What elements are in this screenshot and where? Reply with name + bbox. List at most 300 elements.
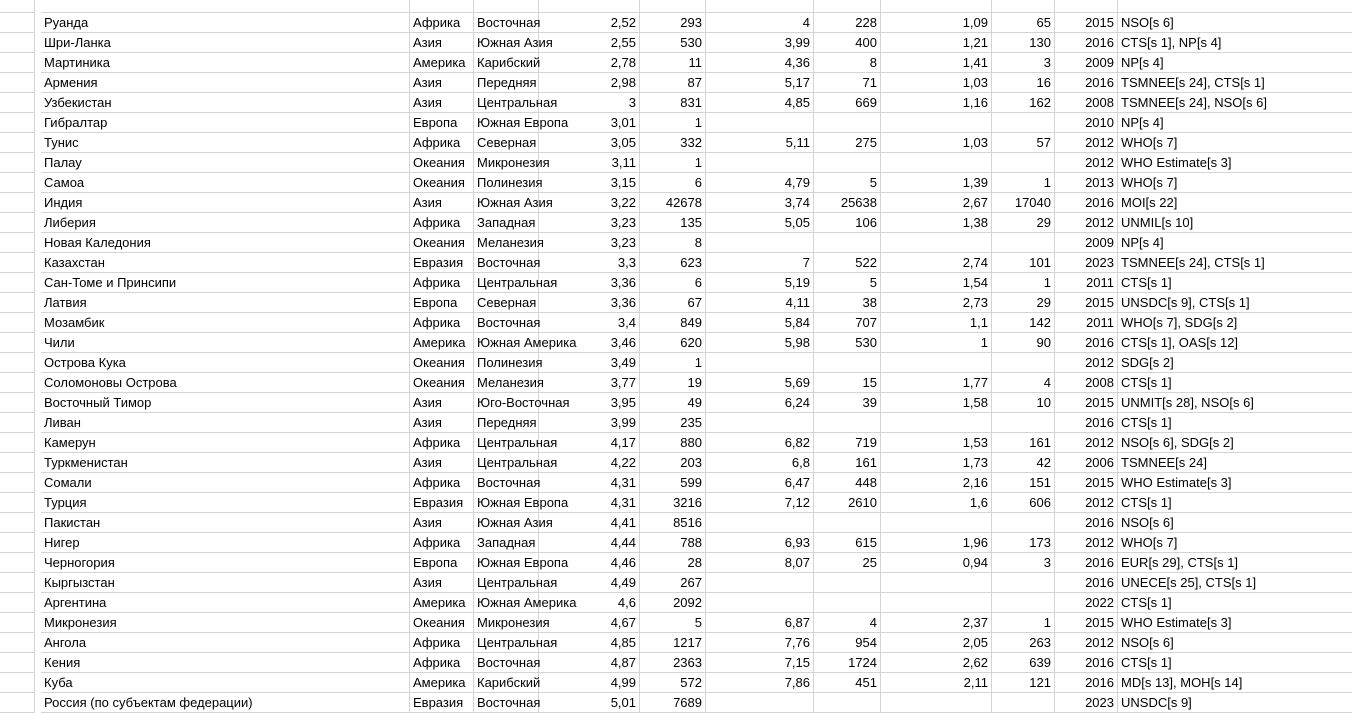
- male-rate-cell[interactable]: 6,24: [706, 393, 814, 413]
- count-cell[interactable]: 6: [640, 273, 706, 293]
- country-cell[interactable]: Куба: [41, 673, 410, 693]
- region-cell[interactable]: Африка: [410, 633, 474, 653]
- year-cell[interactable]: 2013: [1055, 173, 1118, 193]
- male-rate-cell[interactable]: 5,05: [706, 213, 814, 233]
- subregion-cell[interactable]: Карибский: [474, 53, 539, 73]
- region-cell[interactable]: Океания: [410, 373, 474, 393]
- count-cell[interactable]: 1: [640, 353, 706, 373]
- male-rate-cell[interactable]: 7,86: [706, 673, 814, 693]
- subregion-cell[interactable]: Западная: [474, 213, 539, 233]
- rate-cell[interactable]: 4,6: [539, 593, 640, 613]
- country-cell[interactable]: Кения: [41, 653, 410, 673]
- source-cell[interactable]: NP[s 4]: [1118, 53, 1352, 73]
- region-cell[interactable]: Европа: [410, 293, 474, 313]
- region-cell[interactable]: Океания: [410, 153, 474, 173]
- region-cell[interactable]: Европа: [410, 553, 474, 573]
- count-cell[interactable]: 3216: [640, 493, 706, 513]
- count-cell[interactable]: 67: [640, 293, 706, 313]
- source-cell[interactable]: TSMNEE[s 24]: [1118, 453, 1352, 473]
- year-cell[interactable]: 2012: [1055, 493, 1118, 513]
- source-cell[interactable]: WHO[s 7], SDG[s 2]: [1118, 313, 1352, 333]
- country-cell[interactable]: Казахстан: [41, 253, 410, 273]
- male-rate-cell[interactable]: [706, 573, 814, 593]
- female-rate-cell[interactable]: 1,09: [881, 13, 992, 33]
- subregion-cell[interactable]: Передняя: [474, 413, 539, 433]
- male-rate-cell[interactable]: 6,93: [706, 533, 814, 553]
- country-cell[interactable]: Микронезия: [41, 613, 410, 633]
- year-cell[interactable]: 2012: [1055, 153, 1118, 173]
- year-cell[interactable]: 2012: [1055, 433, 1118, 453]
- region-cell[interactable]: Азия: [410, 73, 474, 93]
- subregion-cell[interactable]: Микронезия: [474, 613, 539, 633]
- male-rate-cell[interactable]: 5,11: [706, 133, 814, 153]
- male-count-cell[interactable]: 5: [814, 173, 881, 193]
- year-cell[interactable]: 2012: [1055, 353, 1118, 373]
- female-count-cell[interactable]: 65: [992, 13, 1055, 33]
- subregion-cell[interactable]: Южная Америка: [474, 593, 539, 613]
- male-count-cell[interactable]: 161: [814, 453, 881, 473]
- region-cell[interactable]: Азия: [410, 573, 474, 593]
- count-cell[interactable]: 7689: [640, 693, 706, 713]
- year-cell[interactable]: 2009: [1055, 233, 1118, 253]
- female-rate-cell[interactable]: 1,03: [881, 73, 992, 93]
- region-cell[interactable]: Африка: [410, 433, 474, 453]
- female-count-cell[interactable]: 17040: [992, 193, 1055, 213]
- male-count-cell[interactable]: 4: [814, 613, 881, 633]
- rate-cell[interactable]: 3,01: [539, 113, 640, 133]
- female-rate-cell[interactable]: [881, 113, 992, 133]
- region-cell[interactable]: Америка: [410, 333, 474, 353]
- subregion-cell[interactable]: Южная Азия: [474, 33, 539, 53]
- female-count-cell[interactable]: 130: [992, 33, 1055, 53]
- female-count-cell[interactable]: 142: [992, 313, 1055, 333]
- year-cell[interactable]: 2010: [1055, 113, 1118, 133]
- female-rate-cell[interactable]: [881, 573, 992, 593]
- subregion-cell[interactable]: Южная Америка: [474, 333, 539, 353]
- male-rate-cell[interactable]: 7,76: [706, 633, 814, 653]
- female-rate-cell[interactable]: 1,6: [881, 493, 992, 513]
- female-count-cell[interactable]: 1: [992, 173, 1055, 193]
- female-rate-cell[interactable]: 1,16: [881, 93, 992, 113]
- country-cell[interactable]: Аргентина: [41, 593, 410, 613]
- count-cell[interactable]: 1: [640, 113, 706, 133]
- region-cell[interactable]: Африка: [410, 533, 474, 553]
- country-cell[interactable]: Мартиника: [41, 53, 410, 73]
- male-rate-cell[interactable]: 6,8: [706, 453, 814, 473]
- source-cell[interactable]: MOI[s 22]: [1118, 193, 1352, 213]
- male-rate-cell[interactable]: [706, 413, 814, 433]
- male-rate-cell[interactable]: 5,98: [706, 333, 814, 353]
- country-cell[interactable]: [41, 0, 410, 13]
- subregion-cell[interactable]: Юго-Восточная: [474, 393, 539, 413]
- count-cell[interactable]: 788: [640, 533, 706, 553]
- female-count-cell[interactable]: [992, 353, 1055, 373]
- female-rate-cell[interactable]: 2,73: [881, 293, 992, 313]
- source-cell[interactable]: CTS[s 1]: [1118, 273, 1352, 293]
- source-cell[interactable]: UNSDC[s 9], CTS[s 1]: [1118, 293, 1352, 313]
- year-cell[interactable]: 2016: [1055, 73, 1118, 93]
- rate-cell[interactable]: 3,11: [539, 153, 640, 173]
- country-cell[interactable]: Латвия: [41, 293, 410, 313]
- female-rate-cell[interactable]: [881, 413, 992, 433]
- subregion-cell[interactable]: Южная Европа: [474, 553, 539, 573]
- male-rate-cell[interactable]: 7: [706, 253, 814, 273]
- female-count-cell[interactable]: 10: [992, 393, 1055, 413]
- region-cell[interactable]: Океания: [410, 233, 474, 253]
- male-rate-cell[interactable]: [706, 0, 814, 13]
- region-cell[interactable]: Африка: [410, 133, 474, 153]
- male-rate-cell[interactable]: 4: [706, 13, 814, 33]
- female-count-cell[interactable]: 151: [992, 473, 1055, 493]
- subregion-cell[interactable]: Полинезия: [474, 173, 539, 193]
- female-count-cell[interactable]: 3: [992, 53, 1055, 73]
- subregion-cell[interactable]: Восточная: [474, 253, 539, 273]
- source-cell[interactable]: TSMNEE[s 24], CTS[s 1]: [1118, 73, 1352, 93]
- country-cell[interactable]: Тунис: [41, 133, 410, 153]
- year-cell[interactable]: 2015: [1055, 473, 1118, 493]
- male-rate-cell[interactable]: 6,82: [706, 433, 814, 453]
- region-cell[interactable]: Америка: [410, 673, 474, 693]
- count-cell[interactable]: 572: [640, 673, 706, 693]
- count-cell[interactable]: 267: [640, 573, 706, 593]
- region-cell[interactable]: Евразия: [410, 493, 474, 513]
- rate-cell[interactable]: 3,95: [539, 393, 640, 413]
- source-cell[interactable]: CTS[s 1], NP[s 4]: [1118, 33, 1352, 53]
- source-cell[interactable]: CTS[s 1]: [1118, 653, 1352, 673]
- male-rate-cell[interactable]: 7,15: [706, 653, 814, 673]
- year-cell[interactable]: 2016: [1055, 333, 1118, 353]
- female-count-cell[interactable]: [992, 413, 1055, 433]
- male-count-cell[interactable]: 38: [814, 293, 881, 313]
- male-rate-cell[interactable]: 3,74: [706, 193, 814, 213]
- count-cell[interactable]: 880: [640, 433, 706, 453]
- count-cell[interactable]: 8516: [640, 513, 706, 533]
- male-rate-cell[interactable]: 4,36: [706, 53, 814, 73]
- rate-cell[interactable]: 3,99: [539, 413, 640, 433]
- female-rate-cell[interactable]: [881, 513, 992, 533]
- source-cell[interactable]: NP[s 4]: [1118, 113, 1352, 133]
- female-rate-cell[interactable]: 1,41: [881, 53, 992, 73]
- source-cell[interactable]: UNMIL[s 10]: [1118, 213, 1352, 233]
- male-count-cell[interactable]: 522: [814, 253, 881, 273]
- male-count-cell[interactable]: 530: [814, 333, 881, 353]
- source-cell[interactable]: NSO[s 6]: [1118, 513, 1352, 533]
- country-cell[interactable]: Сан-Томе и Принсипи: [41, 273, 410, 293]
- source-cell[interactable]: WHO Estimate[s 3]: [1118, 473, 1352, 493]
- rate-cell[interactable]: 3: [539, 93, 640, 113]
- count-cell[interactable]: 11: [640, 53, 706, 73]
- subregion-cell[interactable]: Западная: [474, 533, 539, 553]
- male-count-cell[interactable]: 2610: [814, 493, 881, 513]
- male-rate-cell[interactable]: 6,87: [706, 613, 814, 633]
- year-cell[interactable]: 2011: [1055, 313, 1118, 333]
- subregion-cell[interactable]: Восточная: [474, 693, 539, 713]
- male-count-cell[interactable]: 448: [814, 473, 881, 493]
- rate-cell[interactable]: 4,44: [539, 533, 640, 553]
- female-rate-cell[interactable]: [881, 593, 992, 613]
- female-count-cell[interactable]: 606: [992, 493, 1055, 513]
- male-rate-cell[interactable]: [706, 693, 814, 713]
- female-rate-cell[interactable]: 1,77: [881, 373, 992, 393]
- female-count-cell[interactable]: 121: [992, 673, 1055, 693]
- male-count-cell[interactable]: 39: [814, 393, 881, 413]
- source-cell[interactable]: WHO Estimate[s 3]: [1118, 153, 1352, 173]
- region-cell[interactable]: Евразия: [410, 253, 474, 273]
- female-count-cell[interactable]: 29: [992, 293, 1055, 313]
- year-cell[interactable]: 2016: [1055, 573, 1118, 593]
- male-count-cell[interactable]: 1724: [814, 653, 881, 673]
- female-rate-cell[interactable]: 1,21: [881, 33, 992, 53]
- rate-cell[interactable]: 4,41: [539, 513, 640, 533]
- country-cell[interactable]: Индия: [41, 193, 410, 213]
- year-cell[interactable]: 2009: [1055, 53, 1118, 73]
- female-count-cell[interactable]: [992, 513, 1055, 533]
- source-cell[interactable]: WHO[s 7]: [1118, 533, 1352, 553]
- source-cell[interactable]: NSO[s 6], SDG[s 2]: [1118, 433, 1352, 453]
- source-cell[interactable]: CTS[s 1]: [1118, 413, 1352, 433]
- country-cell[interactable]: Соломоновы Острова: [41, 373, 410, 393]
- rate-cell[interactable]: 4,46: [539, 553, 640, 573]
- region-cell[interactable]: Америка: [410, 53, 474, 73]
- year-cell[interactable]: 2012: [1055, 533, 1118, 553]
- region-cell[interactable]: Африка: [410, 13, 474, 33]
- female-rate-cell[interactable]: 2,67: [881, 193, 992, 213]
- year-cell[interactable]: 2022: [1055, 593, 1118, 613]
- year-cell[interactable]: 2008: [1055, 93, 1118, 113]
- country-cell[interactable]: Нигер: [41, 533, 410, 553]
- rate-cell[interactable]: 4,31: [539, 493, 640, 513]
- male-count-cell[interactable]: 71: [814, 73, 881, 93]
- year-cell[interactable]: 2015: [1055, 293, 1118, 313]
- year-cell[interactable]: 2016: [1055, 673, 1118, 693]
- female-rate-cell[interactable]: 2,62: [881, 653, 992, 673]
- female-count-cell[interactable]: [992, 153, 1055, 173]
- female-count-cell[interactable]: 3: [992, 553, 1055, 573]
- source-cell[interactable]: WHO[s 7]: [1118, 133, 1352, 153]
- year-cell[interactable]: 2016: [1055, 193, 1118, 213]
- count-cell[interactable]: 28: [640, 553, 706, 573]
- source-cell[interactable]: EUR[s 29], CTS[s 1]: [1118, 553, 1352, 573]
- rate-cell[interactable]: 4,31: [539, 473, 640, 493]
- subregion-cell[interactable]: Центральная: [474, 573, 539, 593]
- subregion-cell[interactable]: Восточная: [474, 653, 539, 673]
- male-count-cell[interactable]: 707: [814, 313, 881, 333]
- rate-cell[interactable]: 5,01: [539, 693, 640, 713]
- female-count-cell[interactable]: 639: [992, 653, 1055, 673]
- country-cell[interactable]: Восточный Тимор: [41, 393, 410, 413]
- country-cell[interactable]: Палау: [41, 153, 410, 173]
- year-cell[interactable]: 2016: [1055, 553, 1118, 573]
- subregion-cell[interactable]: Восточная: [474, 313, 539, 333]
- region-cell[interactable]: Азия: [410, 93, 474, 113]
- country-cell[interactable]: Россия (по субъектам федерации): [41, 693, 410, 713]
- country-cell[interactable]: Турция: [41, 493, 410, 513]
- region-cell[interactable]: Азия: [410, 33, 474, 53]
- female-count-cell[interactable]: 161: [992, 433, 1055, 453]
- female-rate-cell[interactable]: [881, 233, 992, 253]
- region-cell[interactable]: Океания: [410, 353, 474, 373]
- male-count-cell[interactable]: [814, 153, 881, 173]
- rate-cell[interactable]: 4,87: [539, 653, 640, 673]
- year-cell[interactable]: 2012: [1055, 213, 1118, 233]
- subregion-cell[interactable]: Микронезия: [474, 153, 539, 173]
- country-cell[interactable]: Армения: [41, 73, 410, 93]
- female-rate-cell[interactable]: [881, 693, 992, 713]
- female-rate-cell[interactable]: 1,58: [881, 393, 992, 413]
- female-count-cell[interactable]: 1: [992, 613, 1055, 633]
- male-count-cell[interactable]: 669: [814, 93, 881, 113]
- female-count-cell[interactable]: 16: [992, 73, 1055, 93]
- count-cell[interactable]: 5: [640, 613, 706, 633]
- female-rate-cell[interactable]: [881, 0, 992, 13]
- female-rate-cell[interactable]: 2,05: [881, 633, 992, 653]
- year-cell[interactable]: 2016: [1055, 413, 1118, 433]
- year-cell[interactable]: 2006: [1055, 453, 1118, 473]
- male-rate-cell[interactable]: 8,07: [706, 553, 814, 573]
- count-cell[interactable]: 235: [640, 413, 706, 433]
- female-rate-cell[interactable]: 1,73: [881, 453, 992, 473]
- rate-cell[interactable]: 2,52: [539, 13, 640, 33]
- female-count-cell[interactable]: 263: [992, 633, 1055, 653]
- rate-cell[interactable]: 4,17: [539, 433, 640, 453]
- female-count-cell[interactable]: [992, 573, 1055, 593]
- subregion-cell[interactable]: Карибский: [474, 673, 539, 693]
- region-cell[interactable]: Америка: [410, 593, 474, 613]
- rate-cell[interactable]: 4,85: [539, 633, 640, 653]
- subregion-cell[interactable]: Южная Европа: [474, 493, 539, 513]
- male-rate-cell[interactable]: 3,99: [706, 33, 814, 53]
- female-count-cell[interactable]: [992, 593, 1055, 613]
- rate-cell[interactable]: 4,67: [539, 613, 640, 633]
- female-count-cell[interactable]: [992, 0, 1055, 13]
- rate-cell[interactable]: 3,49: [539, 353, 640, 373]
- subregion-cell[interactable]: Северная: [474, 293, 539, 313]
- year-cell[interactable]: 2015: [1055, 393, 1118, 413]
- female-rate-cell[interactable]: 1,54: [881, 273, 992, 293]
- female-rate-cell[interactable]: 1,96: [881, 533, 992, 553]
- country-cell[interactable]: Сомали: [41, 473, 410, 493]
- year-cell[interactable]: [1055, 0, 1118, 13]
- male-count-cell[interactable]: 719: [814, 433, 881, 453]
- female-count-cell[interactable]: 4: [992, 373, 1055, 393]
- male-count-cell[interactable]: [814, 593, 881, 613]
- count-cell[interactable]: 6: [640, 173, 706, 193]
- source-cell[interactable]: CTS[s 1]: [1118, 593, 1352, 613]
- subregion-cell[interactable]: Северная: [474, 133, 539, 153]
- region-cell[interactable]: [410, 0, 474, 13]
- rate-cell[interactable]: [539, 0, 640, 13]
- country-cell[interactable]: Либерия: [41, 213, 410, 233]
- male-count-cell[interactable]: 275: [814, 133, 881, 153]
- rate-cell[interactable]: 2,78: [539, 53, 640, 73]
- source-cell[interactable]: UNMIT[s 28], NSO[s 6]: [1118, 393, 1352, 413]
- female-count-cell[interactable]: 90: [992, 333, 1055, 353]
- male-count-cell[interactable]: 228: [814, 13, 881, 33]
- subregion-cell[interactable]: Центральная: [474, 433, 539, 453]
- count-cell[interactable]: 135: [640, 213, 706, 233]
- subregion-cell[interactable]: Южная Европа: [474, 113, 539, 133]
- source-cell[interactable]: NP[s 4]: [1118, 233, 1352, 253]
- male-rate-cell[interactable]: [706, 113, 814, 133]
- region-cell[interactable]: Африка: [410, 653, 474, 673]
- subregion-cell[interactable]: Центральная: [474, 93, 539, 113]
- source-cell[interactable]: CTS[s 1], OAS[s 12]: [1118, 333, 1352, 353]
- subregion-cell[interactable]: Восточная: [474, 473, 539, 493]
- male-rate-cell[interactable]: 5,17: [706, 73, 814, 93]
- source-cell[interactable]: TSMNEE[s 24], CTS[s 1]: [1118, 253, 1352, 273]
- country-cell[interactable]: Ливан: [41, 413, 410, 433]
- male-count-cell[interactable]: 400: [814, 33, 881, 53]
- subregion-cell[interactable]: Меланезия: [474, 373, 539, 393]
- count-cell[interactable]: 849: [640, 313, 706, 333]
- male-count-cell[interactable]: [814, 693, 881, 713]
- subregion-cell[interactable]: Полинезия: [474, 353, 539, 373]
- source-cell[interactable]: UNECE[s 25], CTS[s 1]: [1118, 573, 1352, 593]
- count-cell[interactable]: 2363: [640, 653, 706, 673]
- female-rate-cell[interactable]: 1,38: [881, 213, 992, 233]
- country-cell[interactable]: Чили: [41, 333, 410, 353]
- male-rate-cell[interactable]: 5,69: [706, 373, 814, 393]
- male-rate-cell[interactable]: 5,19: [706, 273, 814, 293]
- female-rate-cell[interactable]: 1,03: [881, 133, 992, 153]
- rate-cell[interactable]: 2,55: [539, 33, 640, 53]
- subregion-cell[interactable]: Центральная: [474, 633, 539, 653]
- male-count-cell[interactable]: 106: [814, 213, 881, 233]
- rate-cell[interactable]: 3,23: [539, 233, 640, 253]
- female-rate-cell[interactable]: [881, 153, 992, 173]
- country-cell[interactable]: Узбекистан: [41, 93, 410, 113]
- female-count-cell[interactable]: 42: [992, 453, 1055, 473]
- rate-cell[interactable]: 3,77: [539, 373, 640, 393]
- rate-cell[interactable]: 4,49: [539, 573, 640, 593]
- region-cell[interactable]: Африка: [410, 473, 474, 493]
- region-cell[interactable]: Африка: [410, 313, 474, 333]
- female-rate-cell[interactable]: 1,39: [881, 173, 992, 193]
- male-rate-cell[interactable]: [706, 153, 814, 173]
- female-count-cell[interactable]: 29: [992, 213, 1055, 233]
- region-cell[interactable]: Азия: [410, 453, 474, 473]
- male-rate-cell[interactable]: [706, 233, 814, 253]
- male-count-cell[interactable]: 5: [814, 273, 881, 293]
- female-rate-cell[interactable]: [881, 353, 992, 373]
- region-cell[interactable]: Африка: [410, 273, 474, 293]
- rate-cell[interactable]: 3,05: [539, 133, 640, 153]
- country-cell[interactable]: Туркменистан: [41, 453, 410, 473]
- country-cell[interactable]: Ангола: [41, 633, 410, 653]
- count-cell[interactable]: [640, 0, 706, 13]
- source-cell[interactable]: WHO[s 7]: [1118, 173, 1352, 193]
- country-cell[interactable]: Камерун: [41, 433, 410, 453]
- source-cell[interactable]: MD[s 13], MOH[s 14]: [1118, 673, 1352, 693]
- male-rate-cell[interactable]: [706, 593, 814, 613]
- rate-cell[interactable]: 3,23: [539, 213, 640, 233]
- country-cell[interactable]: Самоа: [41, 173, 410, 193]
- female-rate-cell[interactable]: 2,16: [881, 473, 992, 493]
- male-count-cell[interactable]: 15: [814, 373, 881, 393]
- male-count-cell[interactable]: [814, 513, 881, 533]
- country-cell[interactable]: Пакистан: [41, 513, 410, 533]
- male-rate-cell[interactable]: 6,47: [706, 473, 814, 493]
- year-cell[interactable]: 2012: [1055, 633, 1118, 653]
- count-cell[interactable]: 599: [640, 473, 706, 493]
- male-rate-cell[interactable]: 4,85: [706, 93, 814, 113]
- year-cell[interactable]: 2011: [1055, 273, 1118, 293]
- rate-cell[interactable]: 3,15: [539, 173, 640, 193]
- year-cell[interactable]: 2016: [1055, 513, 1118, 533]
- rate-cell[interactable]: 4,99: [539, 673, 640, 693]
- country-cell[interactable]: Гибралтар: [41, 113, 410, 133]
- female-count-cell[interactable]: [992, 693, 1055, 713]
